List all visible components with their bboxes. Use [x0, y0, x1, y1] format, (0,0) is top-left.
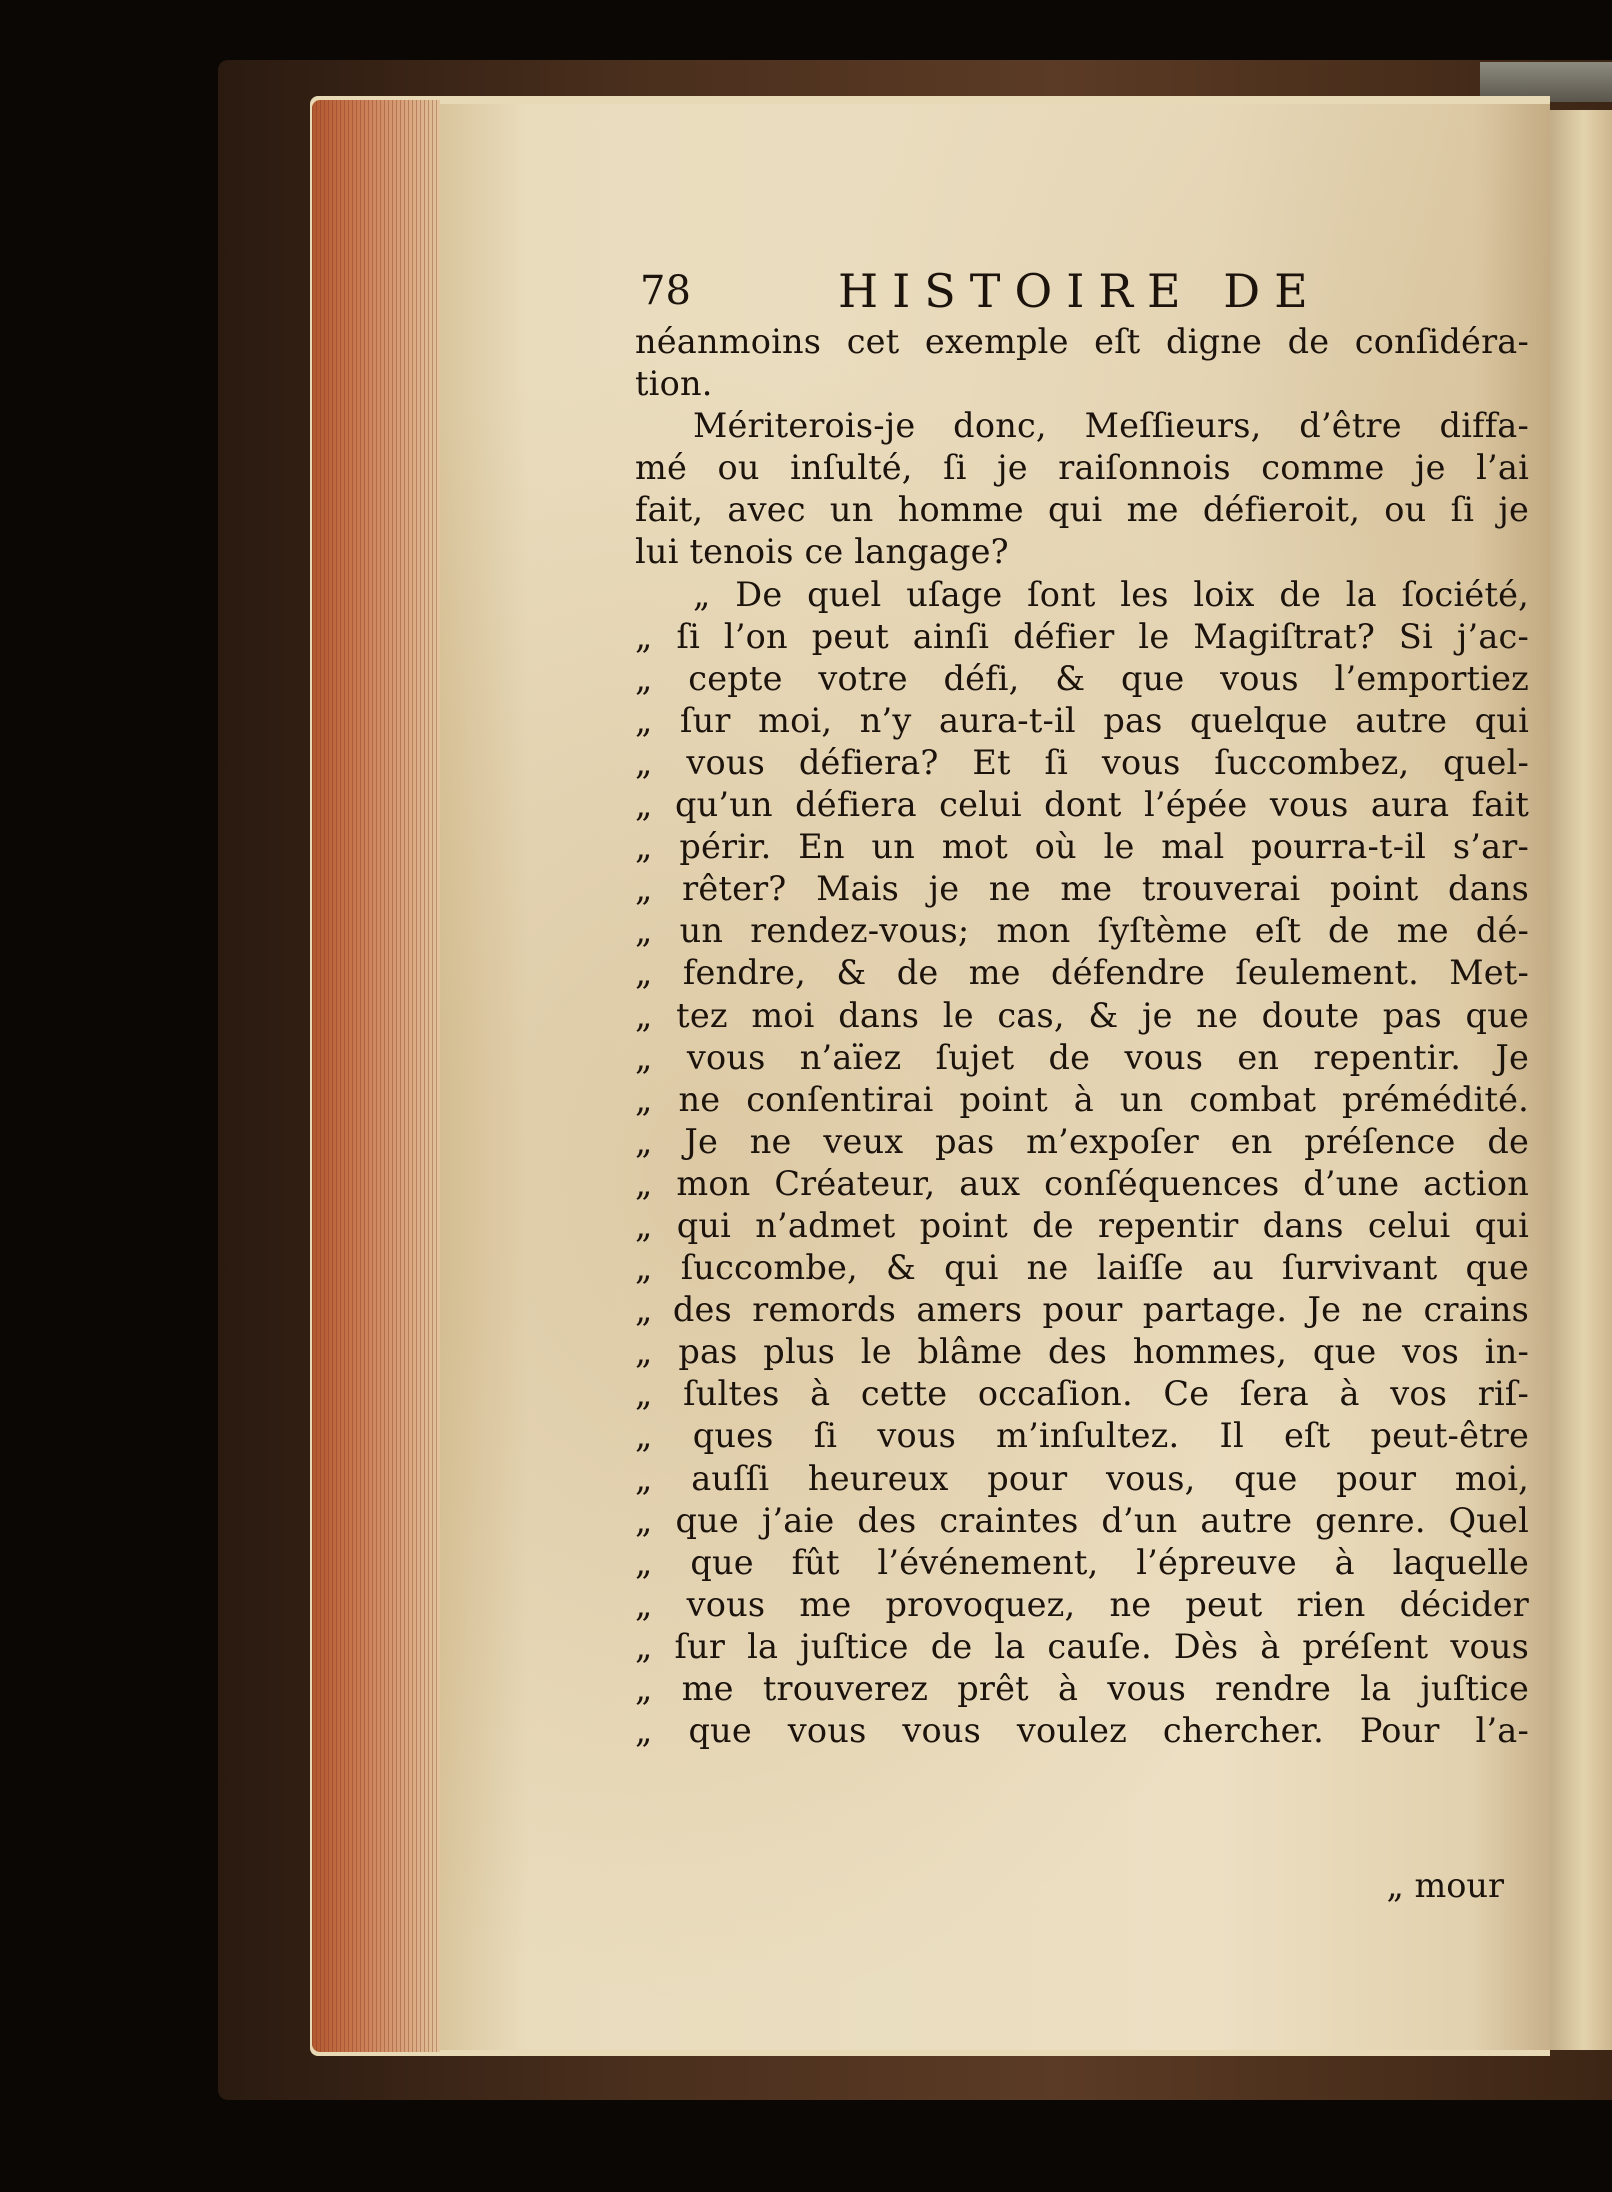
text-line: „ vous me provoquez, ne peut rien décider [635, 1584, 1529, 1624]
text-line: „ mon Créateur, aux conſéquences d’une action [635, 1163, 1529, 1203]
text-line: „ que vous vous voulez chercher. Pour l’a- [635, 1711, 1529, 1751]
text-line: „ ne conſentirai point à un combat prémédité. [635, 1079, 1529, 1119]
text-line: „ ſur la juſtice de la cauſe. Dès à préſent vous [635, 1626, 1529, 1666]
text-line: „ vous défiera? Et ſi vous ſuccombez, quel- [635, 742, 1529, 782]
text-line: „ périr. En un mot où le mal pourra-t-il s’ar- [635, 827, 1529, 867]
text-line: „ un rendez-vous; mon ſyſtème eſt de me dé- [635, 911, 1529, 951]
text-line: „ ſur moi, n’y aura-t-il pas quelque autre qui [635, 700, 1529, 740]
text-line: „ cepte votre défi, & que vous l’emportiez [635, 658, 1529, 698]
text-line: „ me trouverez prêt à vous rendre la juſtice [635, 1669, 1529, 1708]
text-line: „ que j’aie des craintes d’un autre genre. Quel [635, 1500, 1529, 1540]
page-number: 78 [640, 268, 691, 314]
text-line: tion. [635, 364, 713, 404]
text-line: „ pas plus le blâme des hommes, que vos in- [635, 1332, 1529, 1372]
text-line: lui tenois ce langage? [635, 532, 1009, 572]
text-line: „ que fût l’événement, l’épreuve à laquelle [635, 1542, 1529, 1582]
text-line: „ des remords amers pour partage. Je ne crains [635, 1290, 1529, 1330]
catchword: „ mour [1386, 1866, 1504, 1905]
text-line: „ qui n’admet point de repentir dans celui qui [635, 1205, 1529, 1245]
text-line: „ qu’un défiera celui dont l’épée vous aura fait [635, 785, 1529, 825]
text-line: néanmoins cet exemple eſt digne de conſidéra- [635, 322, 1529, 361]
text-line: „ tez moi dans le cas, & je ne doute pas que [635, 995, 1529, 1035]
text-line: „ rêter? Mais je ne me trouverai point dans [635, 869, 1529, 909]
text-line: mé ou inſulté, ſi je raiſonnois comme je l’ai [635, 448, 1529, 488]
text-line: „ fendre, & de me défendre ſeulement. Met- [635, 953, 1529, 993]
text-line: „ De quel uſage ſont les loix de la ſociété, [693, 574, 1529, 614]
text-line: „ auſſi heureux pour vous, que pour moi, [635, 1458, 1529, 1498]
text-line: „ ſi l’on peut ainſi défier le Magiſtrat? Si j’ac- [635, 616, 1529, 656]
text-line: „ ques ſi vous m’inſultez. Il eſt peut-être [635, 1416, 1529, 1456]
text-line: fait, avec un homme qui me défieroit, ou ſi je [635, 490, 1529, 530]
text-line: „ ſuccombe, & qui ne laiſſe au ſurvivant que [635, 1248, 1529, 1288]
text-line: Mériterois-je donc, Meſſieurs, d’être diffa- [693, 406, 1529, 446]
page-edges [312, 100, 440, 2052]
text-line: „ ſultes à cette occaſion. Ce ſera à vos riſ- [635, 1374, 1529, 1414]
book-page [440, 104, 1550, 2050]
page-body [635, 321, 1529, 1752]
running-head: HISTOIRE DE [838, 264, 1322, 318]
text-line: „ vous n’aïez ſujet de vous en repentir. Je [635, 1037, 1529, 1077]
facing-page-edge [1540, 110, 1612, 2050]
page-header [640, 264, 1612, 324]
text-line: „ Je ne veux pas m’expoſer en préſence de [635, 1121, 1529, 1161]
